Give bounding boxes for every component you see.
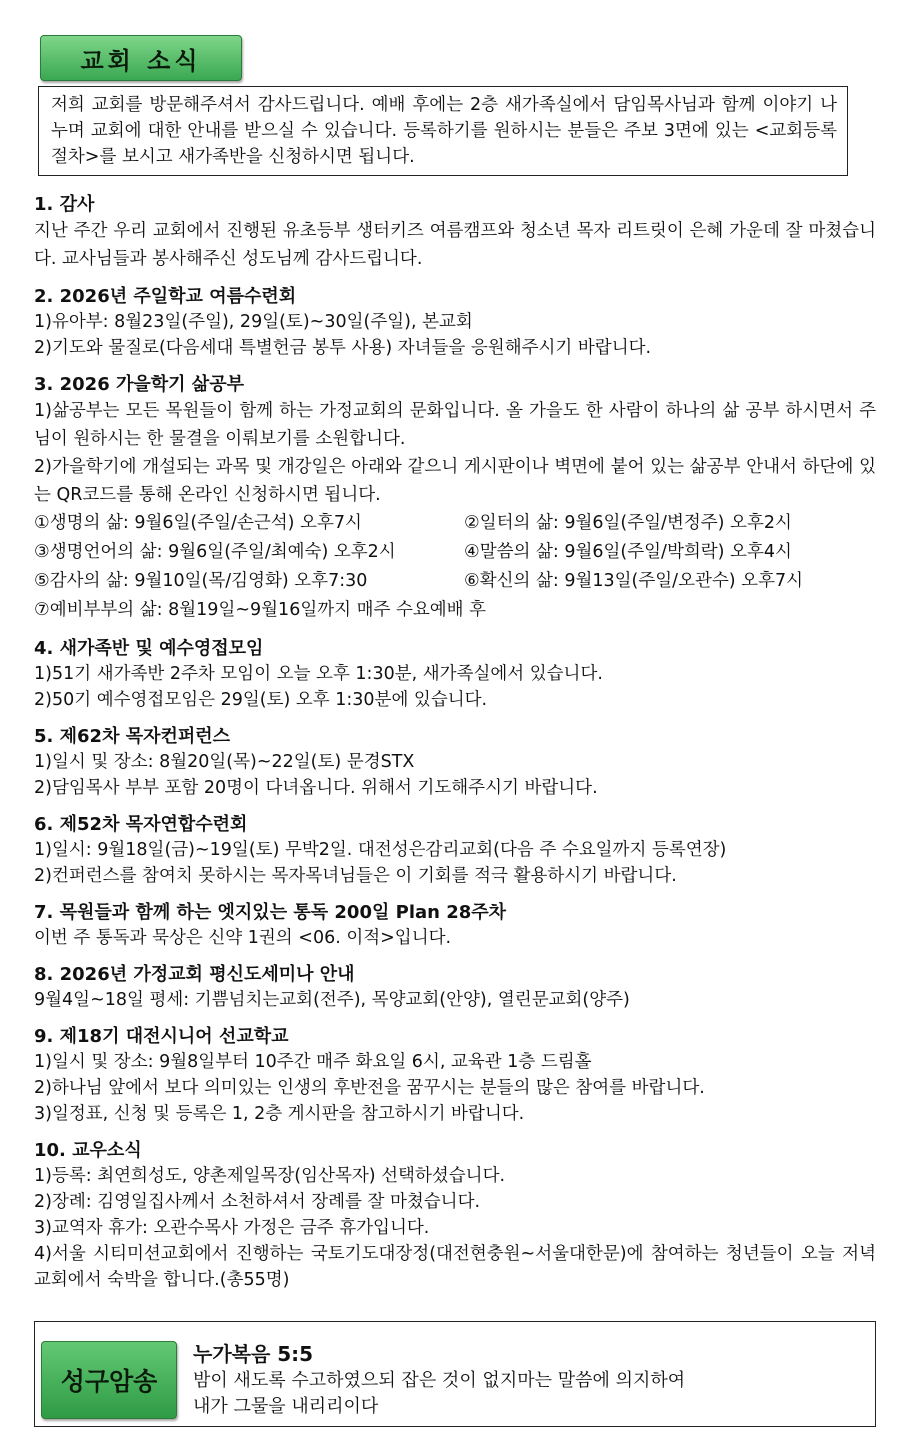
section-line: 이번 주 통독과 묵상은 신약 1권의 <06. 이적>입니다. xyxy=(34,928,452,948)
course-row xyxy=(34,596,876,625)
section-mission-school xyxy=(34,1024,876,1127)
section-title: 10. 교우소식 xyxy=(34,1140,142,1161)
section-line: 3)교역자 휴가: 오관수목사 가정은 금주 휴가입니다. xyxy=(34,1218,430,1238)
section-seminar xyxy=(34,962,876,1013)
verse-text xyxy=(193,1368,685,1420)
section-line: 1)일시: 9월18일(금)~19일(토) 무박2일. 대전성은감리교회(다음 주 수요일까지 등록연장) xyxy=(34,840,727,860)
section-title: 5. 제62차 목자컨퍼런스 xyxy=(34,726,231,747)
section-title: 1. 감사 xyxy=(34,194,95,215)
section-paragraph: 2)가을학기에 개설되는 과목 및 개강일은 아래와 같으니 게시판이나 벽면에 붙어 있는 삶공부 안내서 하단에 있는 QR코드를 통해 온라인 신청하시면 됩니다. xyxy=(34,457,876,505)
section-line: 2)컨퍼런스를 참여치 못하시는 목자목녀님들은 이 기회를 적극 활용하시기 바랍니다. xyxy=(34,866,677,886)
section-line: 3)일정표, 신청 및 등록은 1, 2층 게시판을 참고하시기 바랍니다. xyxy=(34,1104,525,1124)
section-title: 2. 2026년 주일학교 여름수련회 xyxy=(34,286,297,307)
section-title: 6. 제52차 목자연합수련회 xyxy=(34,814,248,835)
section-line: 1)유아부: 8월23일(주일), 29일(토)~30일(주일), 본교회 xyxy=(34,312,473,332)
course-row xyxy=(34,509,876,538)
section-line: 2)담임목사 부부 포함 20명이 다녀옵니다. 위해서 기도해주시기 바랍니다. xyxy=(34,778,598,798)
section-body: 지난 주간 우리 교회에서 진행된 유초등부 생터키즈 여름캠프와 청소년 목자 리트릿이 은혜 가운데 잘 마쳤습니다. 교사님들과 봉사해주신 성도님께 감사드립니다. xyxy=(34,221,876,269)
course-item: ⑦예비부부의 삶: 8월19일~9월16일까지 매주 수요예배 후 xyxy=(34,600,487,620)
notices-list xyxy=(34,192,876,1304)
page-title: 교회 소식 xyxy=(40,35,242,81)
verse-line: 내가 그물을 내리리이다 xyxy=(193,1396,379,1417)
section-line: 1)일시 및 장소: 9월8일부터 10주간 매주 화요일 6시, 교육관 1층 드림홀 xyxy=(34,1052,592,1072)
section-line: 1)등록: 최연희성도, 양촌제일목장(임산목자) 선택하셨습니다. xyxy=(34,1166,506,1186)
verse-reference: 누가복음 5:5 xyxy=(193,1342,314,1366)
course-item: ⑤감사의 삶: 9월10일(목/김영화) 오후7:30 xyxy=(34,571,368,591)
section-newcomers xyxy=(34,636,876,713)
course-item: ②일터의 삶: 9월6일(주일/변정주) 오후2시 xyxy=(464,513,792,533)
section-line: 2)기도와 물질로(다음세대 특별헌금 봉투 사용) 자녀들을 응원해주시기 바랍니다. xyxy=(34,338,652,358)
section-title: 9. 제18기 대전시니어 선교학교 xyxy=(34,1026,289,1047)
verse-line: 밤이 새도록 수고하였으되 잡은 것이 없지마는 말씀에 의지하여 xyxy=(193,1370,686,1391)
section-title: 3. 2026 가을학기 삶공부 xyxy=(34,374,244,395)
section-bible-reading xyxy=(34,900,876,951)
section-title: 4. 새가족반 및 예수영접모임 xyxy=(34,638,264,659)
section-member-news xyxy=(34,1138,876,1293)
course-item: ①생명의 삶: 9월6일(주일/손근석) 오후7시 xyxy=(34,513,362,533)
section-line: 9월4일~18일 평세: 기쁨넘치는교회(전주), 목양교회(안양), 열린문교회(양주) xyxy=(34,990,630,1010)
section-line: 2)하나님 앞에서 보다 의미있는 인생의 후반전을 꿈꾸시는 분들의 많은 참여를 바랍니다. xyxy=(34,1078,705,1098)
welcome-box: 저희 교회를 방문해주셔서 감사드립니다. 예배 후에는 2층 새가족실에서 담임목사님과 함께 이야기 나누며 교회에 대한 안내를 받으실 수 있습니다. 등록하기를 원하시는 분들은 주보 3면에 있는 <교회등록절차>를 보시고 새가족반을 신청하시면 됩니다. xyxy=(38,86,848,176)
course-item: ④말씀의 삶: 9월6일(주일/박희락) 오후4시 xyxy=(464,542,792,562)
section-fall-study xyxy=(34,372,876,625)
section-line: 1)일시 및 장소: 8월20일(목)~22일(토) 문경STX xyxy=(34,752,415,772)
section-line: 2)장례: 김영일집사께서 소천하셔서 장례를 잘 마쳤습니다. xyxy=(34,1192,481,1212)
section-summer-retreat xyxy=(34,284,876,361)
course-item: ⑥확신의 삶: 9월13일(주일/오관수) 오후7시 xyxy=(464,571,804,591)
section-paragraph: 1)삶공부는 모든 목원들이 함께 하는 가정교회의 문화입니다. 올 가을도 한 사람이 하나의 삶 공부 하시면서 주님이 원하시는 한 물결을 이뤄보기를 소원합니다. xyxy=(34,401,876,449)
course-row xyxy=(34,567,876,596)
section-line: 2)50기 예수영접모임은 29일(토) 오후 1:30분에 있습니다. xyxy=(34,690,488,710)
section-thanks xyxy=(34,192,876,273)
section-paragraph: 4)서울 시티미션교회에서 진행하는 국토기도대장정(대전현충원~서울대한문)에 참여하는 청년들이 오늘 저녁 교회에서 숙박을 합니다.(총55명) xyxy=(34,1244,876,1290)
section-joint-retreat xyxy=(34,812,876,889)
section-title: 7. 목원들과 함께 하는 엣지있는 통독 200일 Plan 28주차 xyxy=(34,902,507,923)
section-line: 1)51기 새가족반 2주차 모임이 오늘 오후 1:30분, 새가족실에서 있습니다. xyxy=(34,664,603,684)
memory-verse-label: 성구암송 xyxy=(41,1341,177,1419)
course-row xyxy=(34,538,876,567)
course-item: ③생명언어의 삶: 9월6일(주일/최예숙) 오후2시 xyxy=(34,542,396,562)
section-conference xyxy=(34,724,876,801)
section-title: 8. 2026년 가정교회 평신도세미나 안내 xyxy=(34,964,355,985)
memory-verse-box xyxy=(34,1321,876,1427)
